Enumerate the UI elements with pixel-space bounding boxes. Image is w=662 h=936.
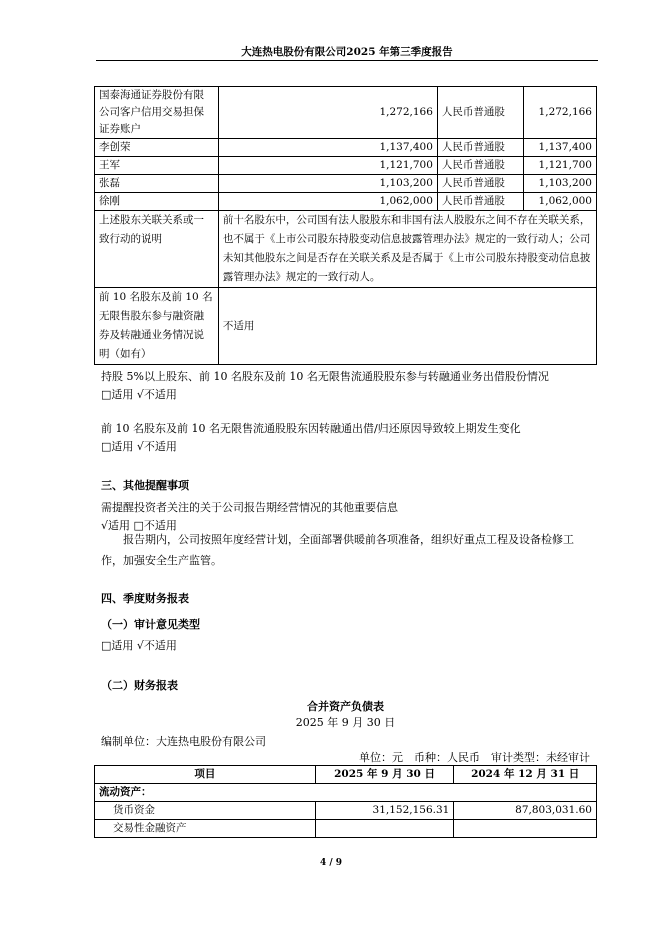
item-cell: 交易性金融资产 bbox=[95, 820, 316, 838]
section3-title: 三、其他提醒事项 bbox=[101, 479, 189, 492]
margin-label: 前 10 名股东及前 10 名无限售股东参与融资融券及转融通业务情况说明（如有） bbox=[95, 288, 219, 365]
audit-options: □适用 √不适用 bbox=[101, 639, 177, 652]
page-number: 4 / 9 bbox=[319, 858, 343, 868]
shareholder-name: 国泰海通证券股份有限公司客户信用交易担保证券账户 bbox=[95, 87, 219, 139]
shareholder-shares: 1,121,700 bbox=[218, 157, 437, 175]
table-row bbox=[95, 820, 597, 838]
share-count: 1,103,200 bbox=[524, 175, 597, 193]
table-row bbox=[95, 157, 597, 175]
margin-text: 不适用 bbox=[218, 288, 596, 365]
shareholder-shares: 1,103,200 bbox=[218, 175, 437, 193]
share-kind: 人民币普通股 bbox=[437, 175, 523, 193]
column-header: 项目 bbox=[95, 766, 316, 784]
share-kind: 人民币普通股 bbox=[437, 139, 523, 157]
report-header: 大连热电股份有限公司2025 年第三季度报告 bbox=[241, 46, 453, 58]
previous-value: 87,803,031.60 bbox=[454, 802, 597, 820]
share-count: 1,272,166 bbox=[524, 87, 597, 139]
share-kind: 人民币普通股 bbox=[437, 87, 523, 139]
table-row bbox=[95, 87, 597, 139]
shareholders-table bbox=[94, 86, 597, 365]
previous-value bbox=[454, 820, 597, 838]
table-row bbox=[95, 193, 597, 211]
table-row bbox=[95, 802, 597, 820]
balance-sheet-title: 合并资产负债表 bbox=[307, 700, 384, 713]
section4-title: 四、季度财务报表 bbox=[101, 592, 189, 605]
section3-options: √适用 □不适用 bbox=[101, 519, 177, 532]
shareholder-name: 张磊 bbox=[95, 175, 219, 193]
relation-text: 前十名股东中，公司国有法人股股东和非国有法人股股东之间不存在关联关系，也不属于《上市公司股东持股变动信息披露管理办法》规定的一致行动人；公司未知其他股东之间是否存在关联关系及是否属于《上市公司股东持股变动信息披露管理办法》规定的一致行动人。 bbox=[218, 211, 596, 288]
shareholder-name: 李创荣 bbox=[95, 139, 219, 157]
lending-title: 持股 5%以上股东、前 10 名股东及前 10 名无限售流通股股东参与转融通业务出借股份情况 bbox=[101, 370, 549, 383]
share-kind: 人民币普通股 bbox=[437, 157, 523, 175]
table-header-row bbox=[95, 766, 597, 784]
shareholder-name: 徐刚 bbox=[95, 193, 219, 211]
share-kind: 人民币普通股 bbox=[437, 193, 523, 211]
shareholder-shares: 1,272,166 bbox=[218, 87, 437, 139]
table-row bbox=[95, 139, 597, 157]
share-count: 1,137,400 bbox=[524, 139, 597, 157]
current-value: 31,152,156.31 bbox=[315, 802, 454, 820]
balance-sheet-table bbox=[94, 765, 597, 838]
table-row bbox=[95, 175, 597, 193]
section-label: 流动资产： bbox=[95, 784, 597, 802]
section3-body: 报告期内，公司按照年度经营计划，全面部署供暖前各项准备，组织好重点工程及设备检修工作，加强安全生产监管。 bbox=[101, 533, 574, 567]
balance-sheet-date: 2025 年 9 月 30 日 bbox=[295, 716, 396, 729]
share-count: 1,121,700 bbox=[524, 157, 597, 175]
column-header: 2025 年 9 月 30 日 bbox=[315, 766, 454, 784]
section3-subtitle: 需提醒投资者关注的关于公司报告期经营情况的其他重要信息 bbox=[101, 501, 398, 514]
column-header: 2024 年 12 月 31 日 bbox=[454, 766, 597, 784]
shareholder-shares: 1,062,000 bbox=[218, 193, 437, 211]
audit-title: （一）审计意见类型 bbox=[101, 618, 200, 631]
balance-sheet-units: 单位：元 币种：人民币 审计类型：未经审计 bbox=[359, 751, 590, 764]
item-cell: 货币资金 bbox=[95, 802, 316, 820]
lending-options: □适用 √不适用 bbox=[101, 388, 177, 401]
margin-row bbox=[95, 288, 597, 365]
balance-sheet-company: 编制单位：大连热电股份有限公司 bbox=[101, 735, 266, 748]
statements-title: （二）财务报表 bbox=[101, 679, 178, 692]
relation-row bbox=[95, 211, 597, 288]
change-options: □适用 √不适用 bbox=[101, 440, 177, 453]
shareholder-name: 王军 bbox=[95, 157, 219, 175]
relation-label: 上述股东关联关系或一致行动的说明 bbox=[95, 211, 219, 288]
current-value bbox=[315, 820, 454, 838]
shareholder-shares: 1,137,400 bbox=[218, 139, 437, 157]
header-divider bbox=[96, 60, 598, 61]
share-count: 1,062,000 bbox=[524, 193, 597, 211]
change-title: 前 10 名股东及前 10 名无限售流通股股东因转融通出借/归还原因导致较上期发生变化 bbox=[101, 422, 521, 435]
table-row bbox=[95, 784, 597, 802]
